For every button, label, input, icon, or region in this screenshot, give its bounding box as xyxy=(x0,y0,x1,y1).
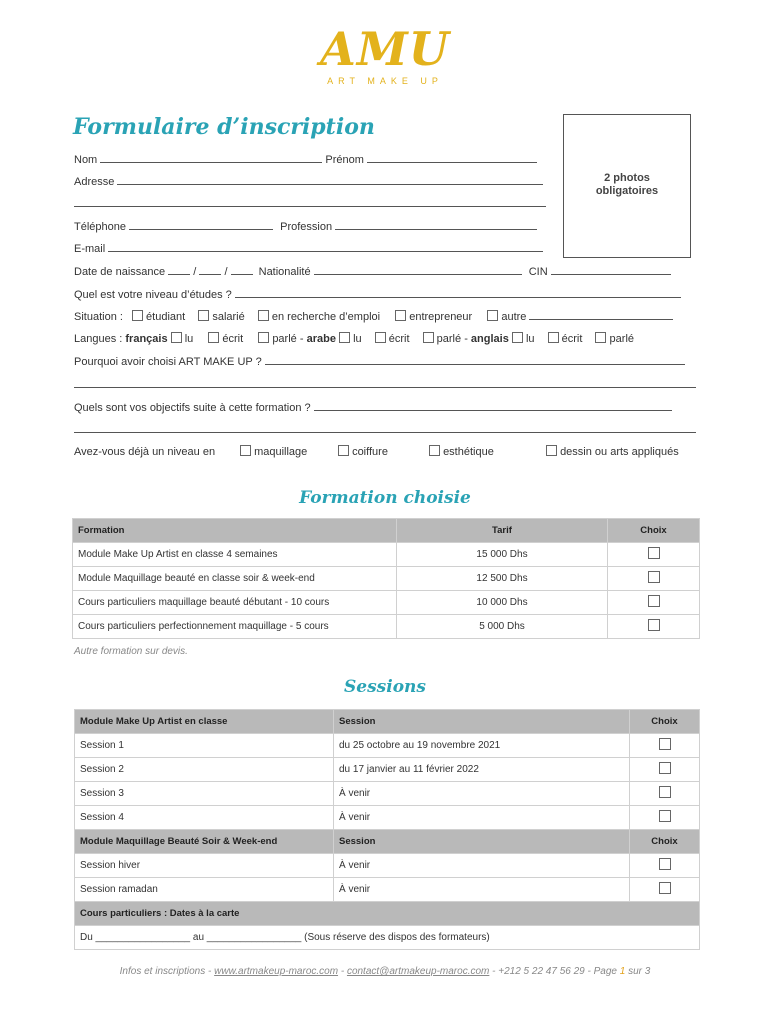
choix-checkbox[interactable] xyxy=(648,547,660,559)
footer-sep: - xyxy=(338,966,347,977)
row-langues xyxy=(74,332,634,346)
objectifs-label: Quels sont vos objectifs suite à cette formation ? xyxy=(74,402,311,414)
row-naissance xyxy=(74,264,671,278)
formation-name: Module Make Up Artist en classe 4 semaines xyxy=(73,543,397,567)
date-sep: / xyxy=(193,266,197,278)
situation-label: Situation : xyxy=(74,311,123,323)
session-date: du 25 octobre au 19 novembre 2021 xyxy=(334,734,630,758)
form-title: Formulaire d’inscription xyxy=(73,114,375,140)
footer-sep: - xyxy=(489,966,499,977)
row-pourquoi xyxy=(74,354,685,368)
niveau-checkbox[interactable] xyxy=(240,445,251,456)
langue-checkbox[interactable] xyxy=(339,332,350,343)
langue-option: parlé xyxy=(272,333,297,345)
photo-box xyxy=(563,114,691,258)
row-telephone xyxy=(74,219,537,233)
choix-checkbox[interactable] xyxy=(659,810,671,822)
session-date: À venir xyxy=(334,806,630,830)
row-adresse-2 xyxy=(74,196,546,210)
niveau-option: esthétique xyxy=(443,446,494,458)
choix-checkbox[interactable] xyxy=(659,738,671,750)
prenom-label: Prénom xyxy=(325,154,364,166)
sessions-title: Sessions xyxy=(344,677,426,697)
session-date: À venir xyxy=(334,854,630,878)
session-name: Session hiver xyxy=(75,854,334,878)
langue-option: lu xyxy=(525,333,535,345)
niveau-option: maquillage xyxy=(254,446,308,458)
situation-option: en recherche d’emploi xyxy=(271,311,381,323)
birth-month-field[interactable] xyxy=(199,264,221,275)
cours-particuliers-header: Cours particuliers : Dates à la carte xyxy=(75,902,700,926)
footer-website-link[interactable]: www.artmakeup-maroc.com xyxy=(214,966,339,977)
formation-name: Cours particuliers maquillage beauté débutant - 10 cours xyxy=(73,591,397,615)
langue-checkbox[interactable] xyxy=(423,332,434,343)
row-niveau xyxy=(74,445,215,459)
formation-title: Formation choisie xyxy=(299,488,471,508)
choix-checkbox[interactable] xyxy=(648,571,660,583)
langue-checkbox[interactable] xyxy=(171,332,182,343)
choix-checkbox[interactable] xyxy=(659,858,671,870)
choix-header: Choix xyxy=(630,710,700,734)
footer-page-suffix: sur 3 xyxy=(625,966,651,977)
cours-particuliers-dates: Du _________________ au _________________ (Sous réserve des dispos des formateurs) xyxy=(75,926,700,950)
table-row xyxy=(75,758,700,782)
table-row xyxy=(73,591,700,615)
table-row xyxy=(75,878,700,902)
cin-label: CIN xyxy=(528,266,548,278)
adresse-field[interactable] xyxy=(117,174,543,185)
formation-table xyxy=(72,518,700,639)
table-row xyxy=(73,615,700,639)
email-field[interactable] xyxy=(108,241,543,252)
formation-price: 10 000 Dhs xyxy=(397,591,608,615)
session-date: À venir xyxy=(334,878,630,902)
session-header: Session xyxy=(334,830,630,854)
session-date: À venir xyxy=(334,782,630,806)
niveau-option: dessin ou arts appliqués xyxy=(560,446,679,458)
situation-checkbox[interactable] xyxy=(132,310,143,321)
birth-year-field[interactable] xyxy=(231,264,253,275)
situation-checkbox[interactable] xyxy=(395,310,406,321)
autre-field[interactable] xyxy=(529,309,673,320)
session-module-header: Module Maquillage Beauté Soir & Week-end xyxy=(75,830,334,854)
date-naissance-label: Date de naissance xyxy=(74,266,166,278)
niveau-option: coiffure xyxy=(352,446,388,458)
formation-header-row xyxy=(73,519,700,543)
niveau-checkbox[interactable] xyxy=(429,445,440,456)
table-row xyxy=(75,926,700,950)
niveau-label: Avez-vous déjà un niveau en xyxy=(74,446,216,458)
formation-name: Cours particuliers perfectionnement maquillage - 5 cours xyxy=(73,615,397,639)
choix-checkbox[interactable] xyxy=(659,786,671,798)
choix-header: Choix xyxy=(608,519,700,543)
pourquoi-field-2[interactable] xyxy=(74,377,696,388)
table-row xyxy=(75,854,700,878)
langue-option: écrit xyxy=(388,333,410,345)
langue-checkbox[interactable] xyxy=(512,332,523,343)
situation-option: entrepreneur xyxy=(409,311,473,323)
nationalite-field[interactable] xyxy=(314,264,522,275)
prenom-field[interactable] xyxy=(367,152,537,163)
sessions-header-row xyxy=(75,710,700,734)
niveau-checkbox[interactable] xyxy=(338,445,349,456)
row-objectifs xyxy=(74,400,672,414)
objectifs-field[interactable] xyxy=(314,400,672,411)
telephone-field[interactable] xyxy=(129,219,273,230)
langue-name: anglais xyxy=(470,333,509,345)
cin-field[interactable] xyxy=(551,264,671,275)
row-objectifs-2 xyxy=(74,422,696,436)
session-name: Session 2 xyxy=(75,758,334,782)
niveau-etudes-label: Quel est votre niveau d’études ? xyxy=(74,289,232,301)
sessions-header-row xyxy=(75,902,700,926)
amu-logo xyxy=(318,24,452,96)
sessions-table xyxy=(74,709,700,950)
langue-checkbox[interactable] xyxy=(375,332,386,343)
footer-phone: +212 5 22 47 56 29 xyxy=(498,966,585,977)
footer-page-num: 1 xyxy=(619,966,626,977)
profession-field[interactable] xyxy=(335,219,537,230)
objectifs-field-2[interactable] xyxy=(74,422,696,433)
email-label: E-mail xyxy=(74,243,106,255)
langue-checkbox[interactable] xyxy=(208,332,219,343)
langue-option: lu xyxy=(184,333,194,345)
langue-option: parlé xyxy=(436,333,462,345)
lang-sep: - xyxy=(464,333,468,345)
langue-option: écrit xyxy=(222,333,244,345)
row-niveau-etudes xyxy=(74,287,681,301)
footer xyxy=(0,966,770,977)
situation-option: étudiant xyxy=(146,311,186,323)
row-nom xyxy=(74,152,537,166)
logo-sub-text: ART MAKE UP xyxy=(327,76,443,86)
table-row xyxy=(73,567,700,591)
formation-price: 5 000 Dhs xyxy=(397,615,608,639)
adresse-field-2[interactable] xyxy=(74,196,546,207)
nom-field[interactable] xyxy=(100,152,322,163)
photo-line-1: 2 photos xyxy=(604,172,650,184)
sessions-header-row xyxy=(75,830,700,854)
tarif-header: Tarif xyxy=(397,519,608,543)
footer-email-link[interactable]: contact@artmakeup-maroc.com xyxy=(346,966,490,977)
niveau-etudes-field[interactable] xyxy=(235,287,681,298)
footer-page-prefix: - Page xyxy=(584,966,620,977)
choix-header: Choix xyxy=(630,830,700,854)
niveau-option-dessin xyxy=(546,445,679,459)
row-adresse xyxy=(74,174,543,188)
langue-option: lu xyxy=(353,333,362,345)
nom-label: Nom xyxy=(74,154,98,166)
pourquoi-field[interactable] xyxy=(265,354,685,365)
telephone-label: Téléphone xyxy=(74,221,126,233)
formation-price: 15 000 Dhs xyxy=(397,543,608,567)
langue-checkbox[interactable] xyxy=(548,332,559,343)
formation-name: Module Maquillage beauté en classe soir & week-end xyxy=(73,567,397,591)
table-row xyxy=(75,806,700,830)
langue-checkbox[interactable] xyxy=(595,332,606,343)
session-module-header: Module Make Up Artist en classe xyxy=(75,710,334,734)
langue-name: français xyxy=(125,333,168,345)
photo-line-2: obligatoires xyxy=(595,185,659,197)
adresse-label: Adresse xyxy=(74,176,115,188)
langue-checkbox[interactable] xyxy=(258,332,269,343)
birth-day-field[interactable] xyxy=(168,264,190,275)
row-email xyxy=(74,241,543,255)
niveau-checkbox[interactable] xyxy=(546,445,557,456)
langue-option: écrit xyxy=(561,333,583,345)
date-sep: / xyxy=(224,266,228,278)
lang-sep: - xyxy=(299,333,304,345)
session-name: Session ramadan xyxy=(75,878,334,902)
session-date: du 17 janvier au 11 février 2022 xyxy=(334,758,630,782)
situation-option: autre xyxy=(501,311,527,323)
session-header: Session xyxy=(334,710,630,734)
choix-checkbox[interactable] xyxy=(648,619,660,631)
situation-option: salarié xyxy=(212,311,245,323)
formation-header: Formation xyxy=(73,519,397,543)
niveau-option-coiffure xyxy=(338,445,388,459)
row-situation xyxy=(74,309,673,323)
nationalite-label: Nationalité xyxy=(258,266,311,278)
choix-checkbox[interactable] xyxy=(659,882,671,894)
session-name: Session 4 xyxy=(75,806,334,830)
formation-price: 12 500 Dhs xyxy=(397,567,608,591)
choix-checkbox[interactable] xyxy=(648,595,660,607)
session-name: Session 3 xyxy=(75,782,334,806)
profession-label: Profession xyxy=(280,221,333,233)
langues-label: Langues : xyxy=(74,333,123,345)
situation-checkbox[interactable] xyxy=(198,310,209,321)
niveau-option-maquillage xyxy=(240,445,307,459)
niveau-option-esthetique xyxy=(429,445,494,459)
pourquoi-label: Pourquoi avoir choisi ART MAKE UP ? xyxy=(74,356,262,368)
formation-note: Autre formation sur devis. xyxy=(74,646,188,657)
langue-name: arabe xyxy=(306,333,336,345)
situation-checkbox[interactable] xyxy=(487,310,498,321)
langue-option: parlé xyxy=(609,333,635,345)
table-row xyxy=(73,543,700,567)
table-row xyxy=(75,782,700,806)
footer-prefix: Infos et inscriptions - xyxy=(119,966,215,977)
session-name: Session 1 xyxy=(75,734,334,758)
situation-checkbox[interactable] xyxy=(258,310,269,321)
logo-main-text: AMU xyxy=(320,22,450,76)
table-row xyxy=(75,734,700,758)
choix-checkbox[interactable] xyxy=(659,762,671,774)
row-pourquoi-2 xyxy=(74,377,696,391)
